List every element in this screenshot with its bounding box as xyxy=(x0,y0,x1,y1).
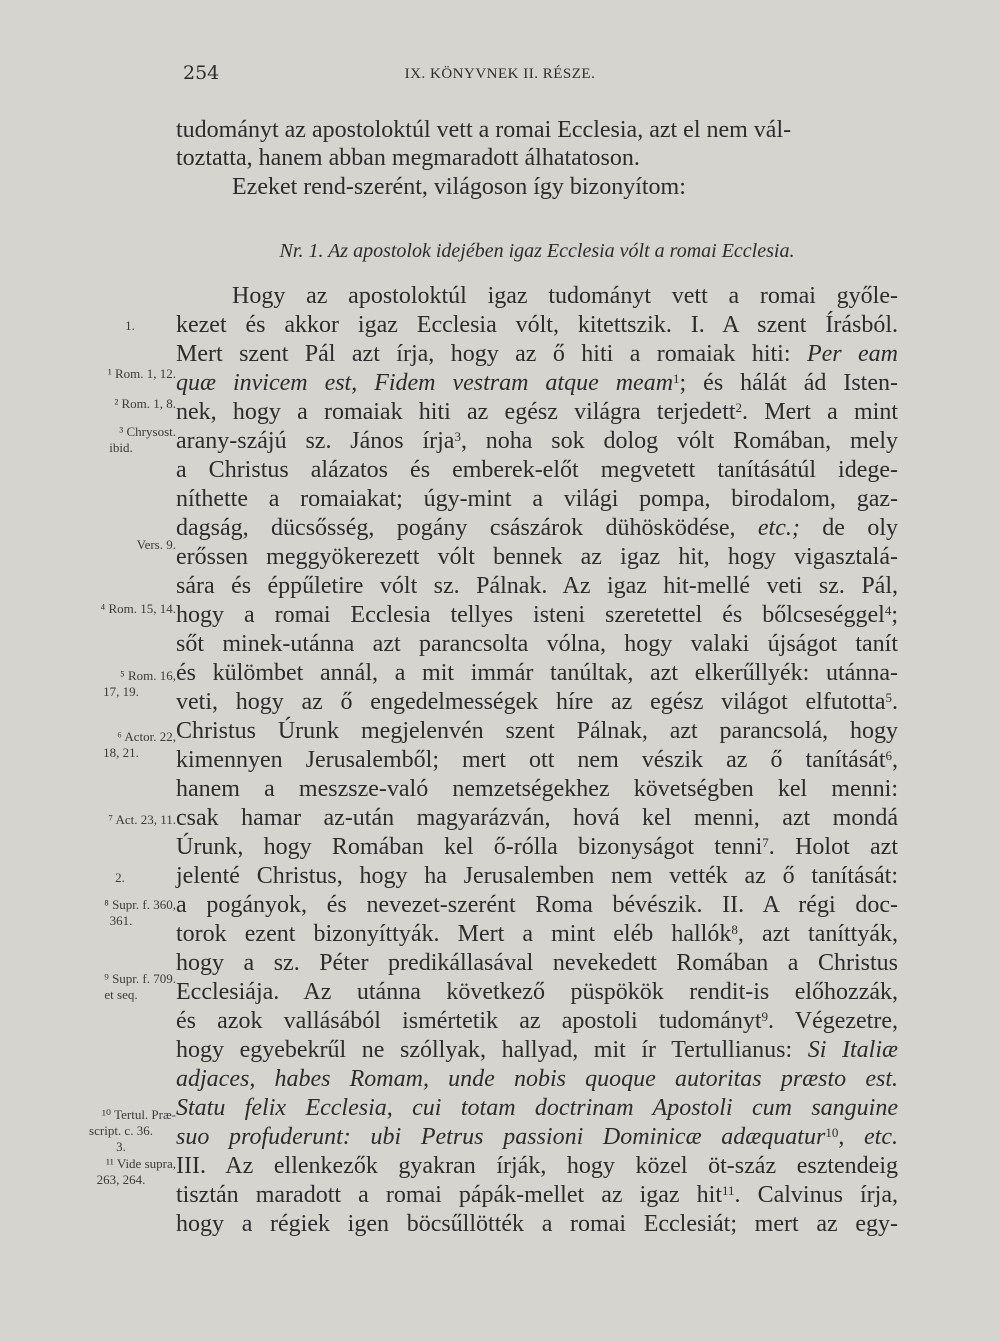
text-line: erőssen meggyökerezett vólt bennek az igaz hit, hogy vigasztalá- xyxy=(176,544,898,570)
text-line: a pogányok, és nevezet-szerént Roma bévészik. II. A régi doc- xyxy=(176,892,898,918)
page-number: 254 xyxy=(183,62,220,84)
text-line: nek, hogy a romaiak hiti az egész világra terjedett$^2$. Mert a mint xyxy=(176,399,899,425)
margin-number: 2. xyxy=(115,870,125,885)
text-line: és azok vallásából ismértetik az apostoli tudományt$^9$. Végezetre, xyxy=(176,1008,898,1034)
text-line: Christus Úrunk megjelenvén szent Pálnak, azt parancsolá, hogy xyxy=(176,718,898,744)
margin-note: ¹⁰ Tertul. Præ- script. c. 36. 3. xyxy=(89,1107,176,1154)
text-line: hanem a meszsze-való nemzetségekhez követségben kel menni: xyxy=(176,776,898,802)
text-line: hogy egyebekrűl ne szóllyak, hallyad, mit ír Tertullianus: Si Italiæ xyxy=(176,1037,899,1063)
text-line: Ezeket rend-szerént, világoson így bizonyítom: xyxy=(232,174,686,200)
text-line: jelenté Christus, hogy ha Jerusalemben nem vették az ő tanítását: xyxy=(176,863,898,889)
text-line: és külömbet annál, a mit immár tanúltak, azt elkerűllyék: utánna- xyxy=(176,660,898,686)
margin-note: ⁹ Supr. f. 709. et seq. xyxy=(104,971,176,1002)
text-line: sára és éppűletire vólt sz. Pálnak. Az igaz hit-mellé veti sz. Pál, xyxy=(176,573,898,599)
text-line: tudományt az apostoloktúl vett a romai Ecclesia, azt el nem vál- xyxy=(176,117,792,143)
text-line: torok ezent bizonyíttyák. Mert a mint eléb hallók$^8$, azt taníttyák, xyxy=(176,921,899,947)
text-line: kimennyen Jerusalemből; mert ott nem vészik az ő tanítását$^6$, xyxy=(176,747,898,773)
text-line: quæ invicem est, Fidem vestram atque meam$^1$; és hálát ád Isten- xyxy=(176,370,898,396)
text-line: arany-szájú sz. János írja$^3$, noha sok dolog vólt Romában, mely xyxy=(176,428,899,454)
text-line: III. Az ellenkezők gyakran írják, hogy közel öt-száz esztendeig xyxy=(176,1153,898,1179)
text-line: hogy a sz. Péter predikállasával nevekedett Romában a Christus xyxy=(176,950,898,976)
text-line: Hogy az apostoloktúl igaz tudományt vett a romai győle- xyxy=(232,283,898,309)
text-line: Mert szent Pál azt írja, hogy az ő hiti a romaiak hiti: Per eam xyxy=(176,341,898,367)
margin-note: ³ Chrysost. ibid. xyxy=(109,424,176,455)
page-header xyxy=(0,62,1000,92)
text-line: Statu felix Ecclesia, cui totam doctrinam Apostoli cum sanguine xyxy=(176,1095,898,1121)
text-line: veti, hogy az ő engedelmességek híre az egész világot elfutotta$^5$. xyxy=(176,689,898,715)
text-line: suo profuderunt: ubi Petrus passioni Dominicæ adæquatur$^{10}$, etc. xyxy=(176,1124,898,1150)
text-line: níthette a romaiakat; úgy-mint a világi pompa, birodalom, gaz- xyxy=(176,486,898,512)
margin-note: ⁵ Rom. 16, 17, 19. xyxy=(103,668,176,699)
text-line: sőt minek-utánna azt parancsolta vólna, hogy valaki újságot tanít xyxy=(176,631,898,657)
margin-note: ⁷ Act. 23, 11. xyxy=(108,812,176,827)
text-line: csak hamar az-után magyarázván, hová kel menni, azt mondá xyxy=(176,805,898,831)
text-line: Úrunk, hogy Romában kel ő-rólla bizonyságot tenni$^7$. Holot azt xyxy=(176,834,898,860)
text-line: hogy a romai Ecclesia tellyes isteni szeretettel és bőlcseséggel$^4$; xyxy=(176,602,898,628)
text-line: dagság, dücsősség, pogány császárok dühösködése, etc.; de oly xyxy=(176,515,898,541)
text-line: toztatta, hanem abban megmaradott álhatatoson. xyxy=(176,145,640,171)
margin-note: ⁸ Supr. f. 360, 361. xyxy=(104,897,176,928)
margin-note: ⁴ Rom. 15, 14. xyxy=(100,601,176,616)
margin-note: ¹ Rom. 1, 12. xyxy=(107,366,176,381)
text-line: Ecclesiája. Az utánna következő püspökök rendit-is előhozzák, xyxy=(176,979,898,1005)
section-heading: Nr. 1. Az apostolok idejében igaz Ecclesia vólt a romai Ecclesia. xyxy=(279,240,795,262)
running-head: IX. KÖNYVNEK II. RÉSZE. xyxy=(404,66,596,82)
margin-note: Vers. 9. xyxy=(136,537,176,552)
text-line: tisztán maradott a romai pápák-mellet az igaz hit$^{11}$. Calvinus írja, xyxy=(176,1182,898,1208)
margin-note: ⁶ Actor. 22, 18, 21. xyxy=(103,729,176,760)
margin-note: ¹¹ Vide supra, 263, 264. xyxy=(96,1156,176,1187)
text-line: kezet és akkor igaz Ecclesia vólt, kitettszik. I. A szent Írásból. xyxy=(176,312,898,338)
margin-note: ² Rom. 1, 8. xyxy=(114,396,176,411)
text-line: adjaces, habes Romam, unde nobis quoque autoritas præsto est. xyxy=(176,1066,898,1092)
margin-number: 1. xyxy=(125,318,135,333)
text-line: hogy a régiek igen böcsűllötték a romai Ecclesiát; mert az egy- xyxy=(176,1211,898,1237)
text-line: a Christus alázatos és emberek-előt megvetett tanításátúl idege- xyxy=(176,457,898,483)
